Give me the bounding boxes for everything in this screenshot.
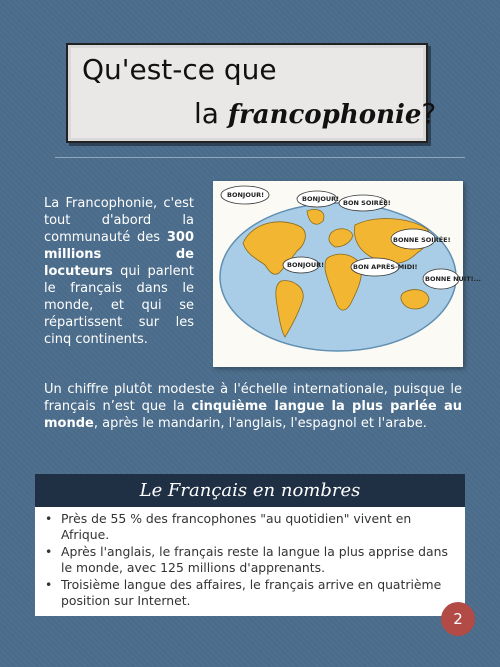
- bullet-icon: •: [45, 577, 53, 592]
- page-number-badge: 2: [441, 602, 475, 636]
- facts-box: [35, 507, 465, 616]
- bullet-icon: •: [45, 511, 53, 526]
- bubble-text-4: BONNE SOIRÉE!: [393, 236, 451, 244]
- title-box: [66, 43, 437, 143]
- title-keyword: francophonie: [227, 100, 422, 130]
- title-line-2: [194, 97, 436, 130]
- bubble-text-5: BONJOUR!: [287, 261, 325, 269]
- fact-text: Troisième langue des affaires, le français arrive en quatrième position sur Internet.: [61, 577, 442, 608]
- intro-text-start: La Francophonie, c'est tout d'abord la communauté des: [44, 196, 194, 245]
- divider-line: [55, 157, 465, 158]
- fact-item: [45, 577, 455, 609]
- bubble-text-7: BONNE NUIT!...: [425, 275, 482, 283]
- fact-text: Près de 55 % des francophones "au quotidien" vivent en Afrique.: [61, 511, 412, 542]
- fact-item: [45, 511, 455, 543]
- intro-highlight: 300 millions de locuteurs: [44, 230, 194, 279]
- title-line-1: Qu'est-ce que: [82, 53, 277, 86]
- fact-item: [45, 544, 455, 576]
- world-map-svg: [213, 181, 482, 367]
- bullet-icon: •: [45, 544, 53, 559]
- bubble-text-2: BONJOUR!: [302, 195, 340, 203]
- bubble-text-1: BONJOUR!: [227, 191, 265, 199]
- section-banner: Le Français en nombres: [35, 474, 465, 507]
- body-highlight: cinquième langue la plus parlée au monde: [44, 399, 462, 431]
- intro-text-end: qui parlent le français dans le monde, et qui se répartissent sur les cinq continents.: [44, 264, 194, 347]
- intro-paragraph: [44, 195, 194, 348]
- title-prefix: la: [194, 97, 228, 130]
- title-suffix: ?: [421, 97, 437, 130]
- bubble-text-6: BON APRÈS-MIDI!: [353, 263, 418, 271]
- world-map-illustration: [213, 181, 482, 367]
- facts-list: [45, 511, 455, 609]
- body-paragraph: [44, 381, 462, 432]
- australia: [401, 290, 429, 309]
- body-text-start: Un chiffre plutôt modeste à l'échelle internationale, puisque le français n’est que la: [44, 382, 462, 414]
- bubble-text-3: BON SOIRÉE!: [343, 199, 391, 207]
- body-text-end: , après le mandarin, l'anglais, l'espagnol et l'arabe.: [93, 416, 427, 431]
- speech-bubble-1: [221, 186, 269, 204]
- fact-text: Après l'anglais, le français reste la langue la plus apprise dans le monde, avec 125 millions d'apprenants.: [61, 544, 448, 575]
